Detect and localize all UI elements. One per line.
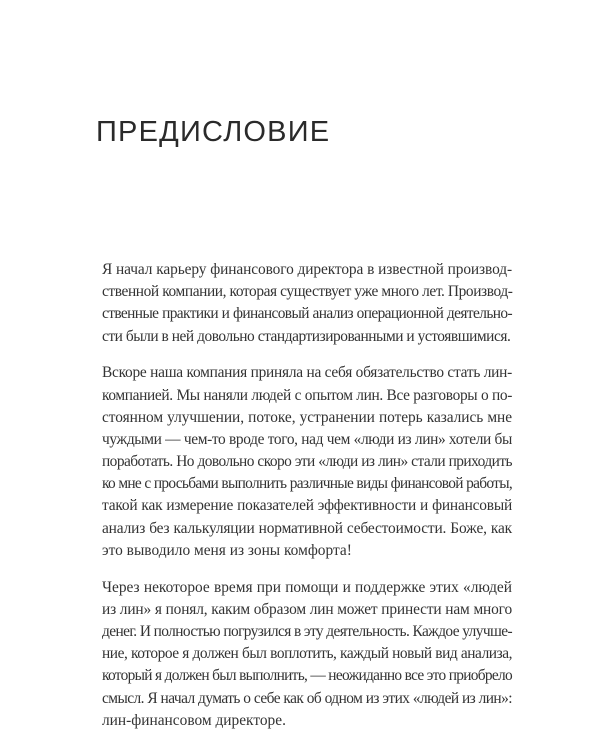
text-line: это выводило меня из зоны комфорта! <box>102 541 352 559</box>
text-line: компанией. Мы наняли людей с опытом лин. Все разговоры о по- <box>102 386 512 404</box>
paragraph-2 <box>102 362 512 562</box>
text-line: Вскоре наша компания приняла на себя обязательство стать лин- <box>102 364 512 382</box>
text-line: лин-финансовом директоре. <box>102 711 286 729</box>
text-line: денег. И полностью погрузился в эту деятельность. Каждое улучше- <box>102 623 512 640</box>
text-line: ственные практики и финансовый анализ операционной деятельно- <box>102 305 512 323</box>
text-line: чуждыми — чем-то вроде того, над чем «люди из лин» хотели бы <box>102 430 512 448</box>
text-line: Через некоторое время при помощи и поддержке этих «людей <box>102 578 512 596</box>
text-line: поработать. Но довольно скоро эти «люди из лин» стали приходить <box>102 453 512 471</box>
text-line: анализ без калькуляции нормативной себестоимости. Боже, как <box>102 519 512 537</box>
text-line: ние, которое я должен был воплотить, каждый новый вид анализа, <box>102 645 512 663</box>
text-line: сти были в ней довольно стандартизированными и устоявшимися. <box>102 327 511 345</box>
paragraph-3 <box>102 577 512 732</box>
text-line: ко мне с просьбами выполнить различные виды финансовой работы, <box>102 475 512 493</box>
text-line: который я должен был выполнить, — неожиданно все это приобрело <box>102 667 512 685</box>
paragraph-1 <box>102 259 512 348</box>
text-line: Я начал карьеру финансового директора в известной производ- <box>102 261 512 278</box>
text-line: ственной компании, которая существует уже много лет. Производ- <box>102 283 513 301</box>
text-line: смысл. Я начал думать о себе как об одном из этих «людей из лин»: <box>102 689 512 707</box>
chapter-heading: ПРЕДИСЛОВИЕ <box>96 116 331 148</box>
text-line: стоянном улучшении, потоке, устранении потерь казались мне <box>102 408 512 426</box>
text-line: из лин» я понял, каким образом лин может принести нам много <box>102 600 512 618</box>
body-text <box>102 259 512 732</box>
text-line: такой как измерение показателей эффективности и финансовый <box>102 497 512 515</box>
